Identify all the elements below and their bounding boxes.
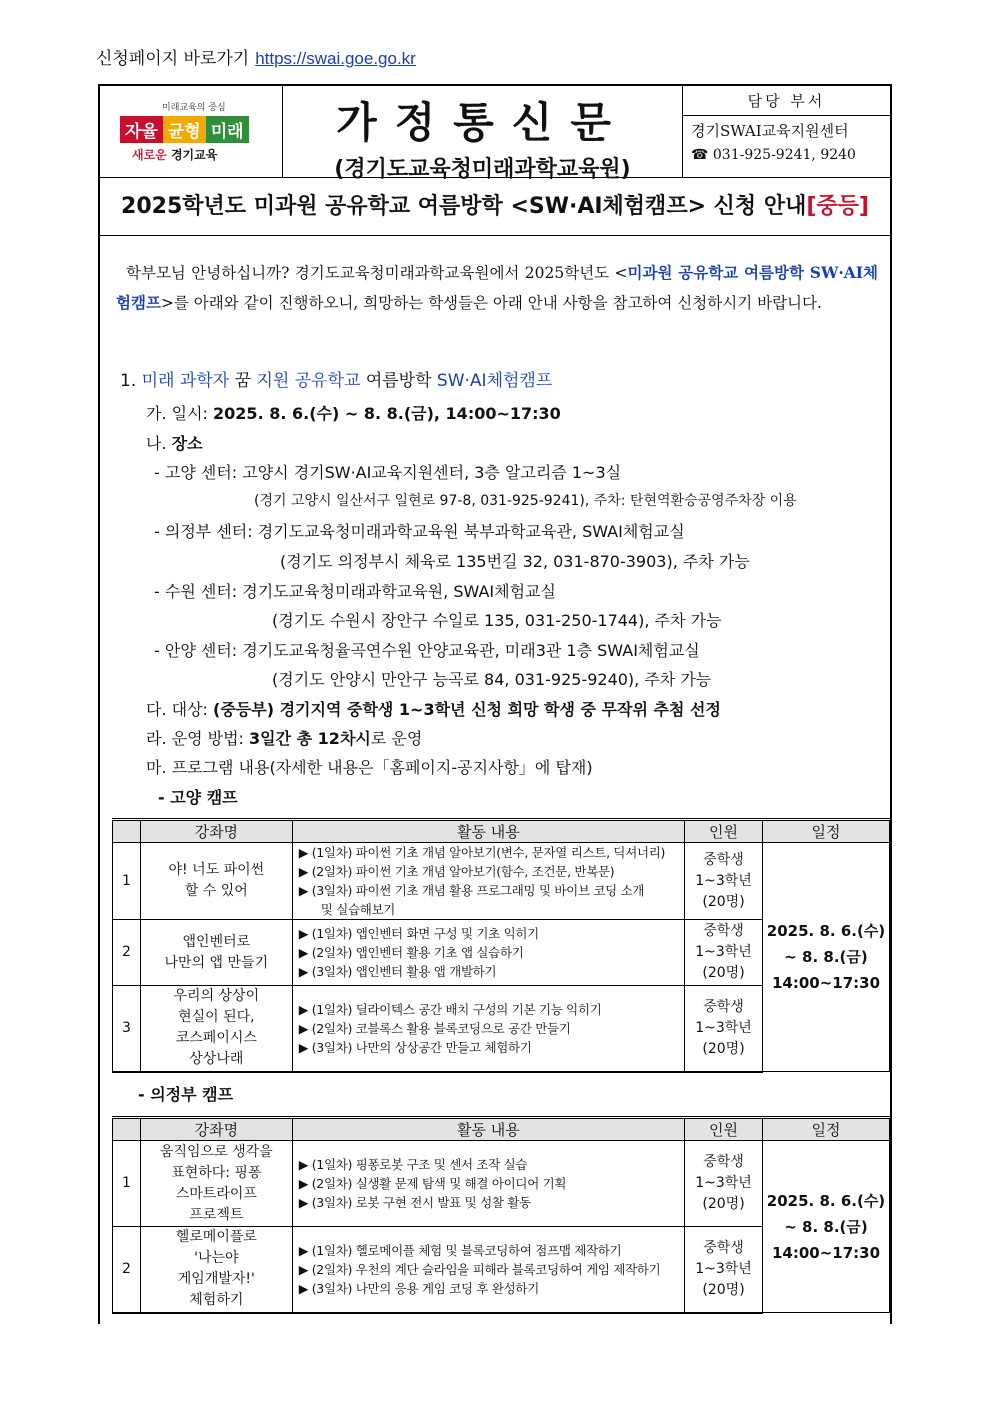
department-label: 담당 부서: [683, 86, 890, 116]
notice-frame: [98, 84, 892, 1324]
activity-list: [292, 1227, 684, 1313]
logo-word-2: 균형: [163, 116, 206, 143]
activity-item: ▶ (1일차) 딜라이텍스 공간 배치 구성의 기본 기능 익히기: [299, 1000, 678, 1019]
intro-after: >를 아래와 같이 진행하오니, 희망하는 학생들은 아래 안내 사항을 참고하여 신청하시기 바랍니다.: [160, 294, 822, 312]
item-place-label: 나.: [146, 434, 167, 453]
logo-word-3: 미래: [206, 116, 249, 143]
header: [100, 86, 890, 182]
activity-item: ▶ (2일차) 파이썬 기초 개념 알아보기(함수, 조건문, 반복문): [299, 862, 678, 881]
center-uijeongbu-name: - 의정부 센터: 경기도교육청미래과학교육원 북부과학교육관, SWAI체험교실: [154, 522, 685, 541]
activity-item: ▶ (2일차) 우천의 계단 슬라임을 피해라 블록코딩하여 게임 제작하기: [299, 1260, 678, 1279]
item-operation-label: 라. 운영 방법:: [146, 729, 244, 748]
logo-sub-red: 새로운: [132, 148, 167, 162]
activity-item-continued: 및 실습해보기: [320, 902, 396, 917]
goyang-camp-heading: - 고양 캠프: [158, 788, 238, 807]
row-number: 2: [113, 920, 141, 986]
schedule-line: 2025. 8. 6.(수): [766, 922, 886, 940]
headline-accent: [중등]: [806, 194, 869, 219]
section-word: 과학자: [179, 371, 230, 391]
course-name-line: 상상나래: [189, 1051, 244, 1068]
item-place: [146, 431, 203, 454]
course-name-line: 코스페이시스: [175, 1030, 257, 1047]
activity-item: ▶ (2일차) 실생활 문제 탐색 및 해결 아이디어 기획: [299, 1174, 678, 1193]
course-name-line: '나는야: [194, 1250, 239, 1267]
count-line: (20명): [702, 1040, 745, 1057]
application-link-label: 신청페이지 바로가기: [96, 49, 250, 69]
course-name: [140, 1141, 292, 1227]
count-line: (20명): [702, 893, 745, 910]
course-name-line: 움직임으로 생각을: [160, 1143, 273, 1160]
course-name-line: 체험하기: [189, 1292, 244, 1309]
center-suwon-address: (경기도 수원시 장안구 수일로 135, 031-250-1744), 주차 가능: [272, 611, 722, 630]
item-date: [146, 401, 561, 424]
count-line: 중학생: [703, 998, 744, 1015]
item-target-label: 다. 대상:: [146, 700, 208, 719]
course-name: [140, 986, 292, 1072]
goyang-program-table: [112, 818, 890, 1073]
logo-sub-black: 경기교육: [170, 148, 218, 162]
participant-count: [685, 986, 763, 1072]
course-name-line: 프로젝트: [189, 1206, 244, 1223]
activity-list: [292, 986, 684, 1072]
course-name-line: 나만의 앱 만들기: [164, 954, 269, 971]
application-url-link[interactable]: https://swai.goe.go.kr: [255, 49, 416, 68]
schedule-line: 14:00~17:30: [771, 1243, 881, 1262]
department-name: 경기SWAI교육지원센터: [691, 122, 849, 140]
course-name: [140, 920, 292, 986]
activity-item: ▶ (1일차) 파이썬 기초 개념 알아보기(변수, 문자열 리스트, 딕셔너리): [299, 843, 678, 862]
participant-count: [685, 1227, 763, 1313]
count-line: 1~3학년: [695, 944, 752, 960]
count-line: 중학생: [703, 851, 744, 868]
table-row: [113, 843, 890, 920]
course-name-line: 스마트라이프: [175, 1185, 257, 1202]
course-name-line: 현실이 된다,: [178, 1009, 255, 1026]
section-word: 여름방학: [365, 371, 432, 391]
count-line: (20명): [702, 1281, 745, 1298]
header-count: 인원: [685, 820, 763, 843]
activity-list: [292, 920, 684, 986]
department-box: [683, 86, 890, 178]
header-activity: 활동 내용: [292, 820, 684, 843]
header-course: 강좌명: [140, 1118, 292, 1141]
center-goyang-address: (경기 고양시 일산서구 일현로 97-8, 031-925-9241), 주차: 탄현역환승공영주차장 이용: [254, 493, 797, 509]
section-number: 1.: [120, 371, 137, 391]
schedule-line: ~ 8. 8.(금): [784, 948, 868, 966]
header-schedule: 일정: [762, 820, 889, 843]
notice-body: [116, 258, 878, 318]
item-date-value: 2025. 8. 6.(수) ~ 8. 8.(금), 14:00~17:30: [213, 404, 561, 423]
section-word: SW·AI체험캠프: [436, 371, 553, 391]
center-suwon-name: - 수원 센터: 경기도교육청미래과학교육원, SWAI체험교실: [154, 582, 556, 601]
activity-list: [292, 1141, 684, 1227]
section-word: 지원: [256, 371, 290, 391]
header-schedule: 일정: [762, 1118, 889, 1141]
course-name-line: 헬로메이플로: [175, 1229, 257, 1246]
section-word: 공유학교: [294, 371, 361, 391]
header-cell-blank: [113, 1118, 141, 1141]
section-word: 미래: [141, 371, 175, 391]
item-program: 마. 프로그램 내용(자세한 내용은「홈페이지-공지사항」에 탑재): [146, 758, 593, 777]
center-anyang-address: (경기도 안양시 만안구 능곡로 84, 031-925-9240), 주차 가능: [272, 670, 712, 689]
uijeongbu-camp-heading: - 의정부 캠프: [138, 1085, 234, 1104]
count-line: 중학생: [703, 1154, 744, 1170]
activity-item: ▶ (1일차) 핑퐁로봇 구조 및 센서 조작 실습: [299, 1155, 678, 1174]
participant-count: [685, 843, 763, 920]
course-name-line: 야! 너도 파이썬: [168, 862, 265, 878]
item-target-value: (중등부) 경기지역 중학생 1~3학년 신청 희망 학생 중 무작위 추첨 선정: [213, 700, 721, 719]
course-name-line: 표현하다: 핑퐁: [171, 1164, 262, 1181]
count-line: 1~3학년: [695, 1019, 752, 1036]
course-name-line: 우리의 상상이: [173, 988, 260, 1005]
header-count: 인원: [685, 1118, 763, 1141]
participant-count: [685, 1141, 763, 1227]
row-number: 1: [113, 843, 141, 920]
schedule-line: ~ 8. 8.(금): [784, 1217, 868, 1236]
section-1-heading: [120, 366, 552, 391]
participant-count: [685, 920, 763, 986]
schedule-line: 2025. 8. 6.(수): [766, 1191, 886, 1210]
intro-before: 학부모님 안녕하십니까? 경기도교육청미래과학교육원에서 2025학년도 <: [126, 264, 628, 282]
activity-item: ▶ (3일차) 나만의 응용 게임 코딩 후 완성하기: [299, 1279, 678, 1298]
item-operation: [146, 726, 422, 749]
intro-highlight: 미과원 공유학교 여름방학 SW·AI체험캠프: [116, 263, 879, 312]
course-name-line: 할 수 있어: [184, 883, 248, 899]
center-uijeongbu-address: (경기도 의정부시 체육로 135번길 32, 031-870-3903), 주차 가능: [280, 552, 750, 571]
activity-item: ▶ (3일차) 앱인벤터 활용 앱 개발하기: [299, 962, 678, 981]
section-word: 꿈: [234, 371, 252, 391]
center-goyang-name: - 고양 센터: 고양시 경기SW·AI교육지원센터, 3층 알고리즘 1~3실: [154, 463, 622, 482]
header-activity: 활동 내용: [292, 1118, 684, 1141]
logo-tagline: 미래교육의 중심: [162, 103, 226, 113]
course-name: [140, 1227, 292, 1313]
row-number: 3: [113, 986, 141, 1072]
course-name-line: 앱인벤터로: [182, 933, 251, 950]
logo-word-1: 자율: [120, 116, 163, 143]
organization-name: (경기도교육청미래과학교육원): [334, 157, 631, 182]
title-box: [283, 86, 683, 182]
count-line: 1~3학년: [695, 1260, 752, 1277]
item-operation-suffix: 로 운영: [370, 729, 423, 748]
activity-list: [292, 843, 684, 920]
headline-text: 2025학년도 미과원 공유학교 여름방학 <SW·AI체험캠프> 신청 안내: [121, 194, 807, 219]
activity-item: ▶ (1일차) 앱인벤터 화면 구성 및 기초 익히기: [299, 924, 678, 943]
count-line: (20명): [702, 965, 745, 981]
activity-item: ▶ (3일차) 나만의 상상공간 만들고 체험하기: [299, 1038, 678, 1057]
course-name-line: 게임개발자!': [177, 1271, 255, 1288]
headline: [100, 178, 890, 236]
schedule-line: 14:00~17:30: [771, 974, 881, 992]
row-number: 1: [113, 1141, 141, 1227]
application-link-line: [96, 44, 416, 69]
count-line: (20명): [702, 1196, 745, 1212]
header-cell-blank: [113, 820, 141, 843]
department-phone: ☎ 031-925-9241, 9240: [691, 147, 856, 163]
uijeongbu-program-table: [112, 1116, 890, 1314]
center-anyang-name: - 안양 센터: 경기도교육청율곡연수원 안양교육관, 미래3관 1층 SWAI체험교실: [154, 641, 700, 660]
activity-item: ▶ (2일차) 코블록스 활용 블록코딩으로 공간 만들기: [299, 1019, 678, 1038]
count-line: 중학생: [703, 923, 744, 939]
schedule-cell: [762, 1141, 889, 1313]
item-date-label: 가. 일시:: [146, 404, 208, 423]
schedule-cell: [762, 843, 889, 1072]
item-operation-value: 3일간 총 12차시: [249, 729, 371, 748]
gyeonggi-education-logo: [100, 86, 283, 178]
intro-paragraph: [116, 258, 878, 318]
item-place-value: 장소: [171, 434, 203, 453]
item-target: [146, 697, 721, 720]
count-line: 중학생: [703, 1239, 744, 1256]
page-title: 가정통신문: [336, 98, 629, 147]
row-number: 2: [113, 1227, 141, 1313]
activity-item: ▶ (3일차) 로봇 구현 전시 발표 및 성찰 활동: [299, 1193, 678, 1212]
count-line: 1~3학년: [695, 1175, 752, 1191]
count-line: 1~3학년: [695, 872, 752, 889]
table-row: [113, 1141, 890, 1227]
activity-item: ▶ (3일차) 파이썬 기초 개념 활용 프로그래밍 및 바이브 코딩 소개: [299, 881, 678, 900]
header-course: 강좌명: [140, 820, 292, 843]
activity-item: ▶ (2일차) 앱인벤터 활용 기초 앱 실습하기: [299, 943, 678, 962]
course-name: [140, 843, 292, 920]
activity-item: ▶ (1일차) 헬로메이플 체험 및 블록코딩하여 점프맵 제작하기: [299, 1241, 678, 1260]
